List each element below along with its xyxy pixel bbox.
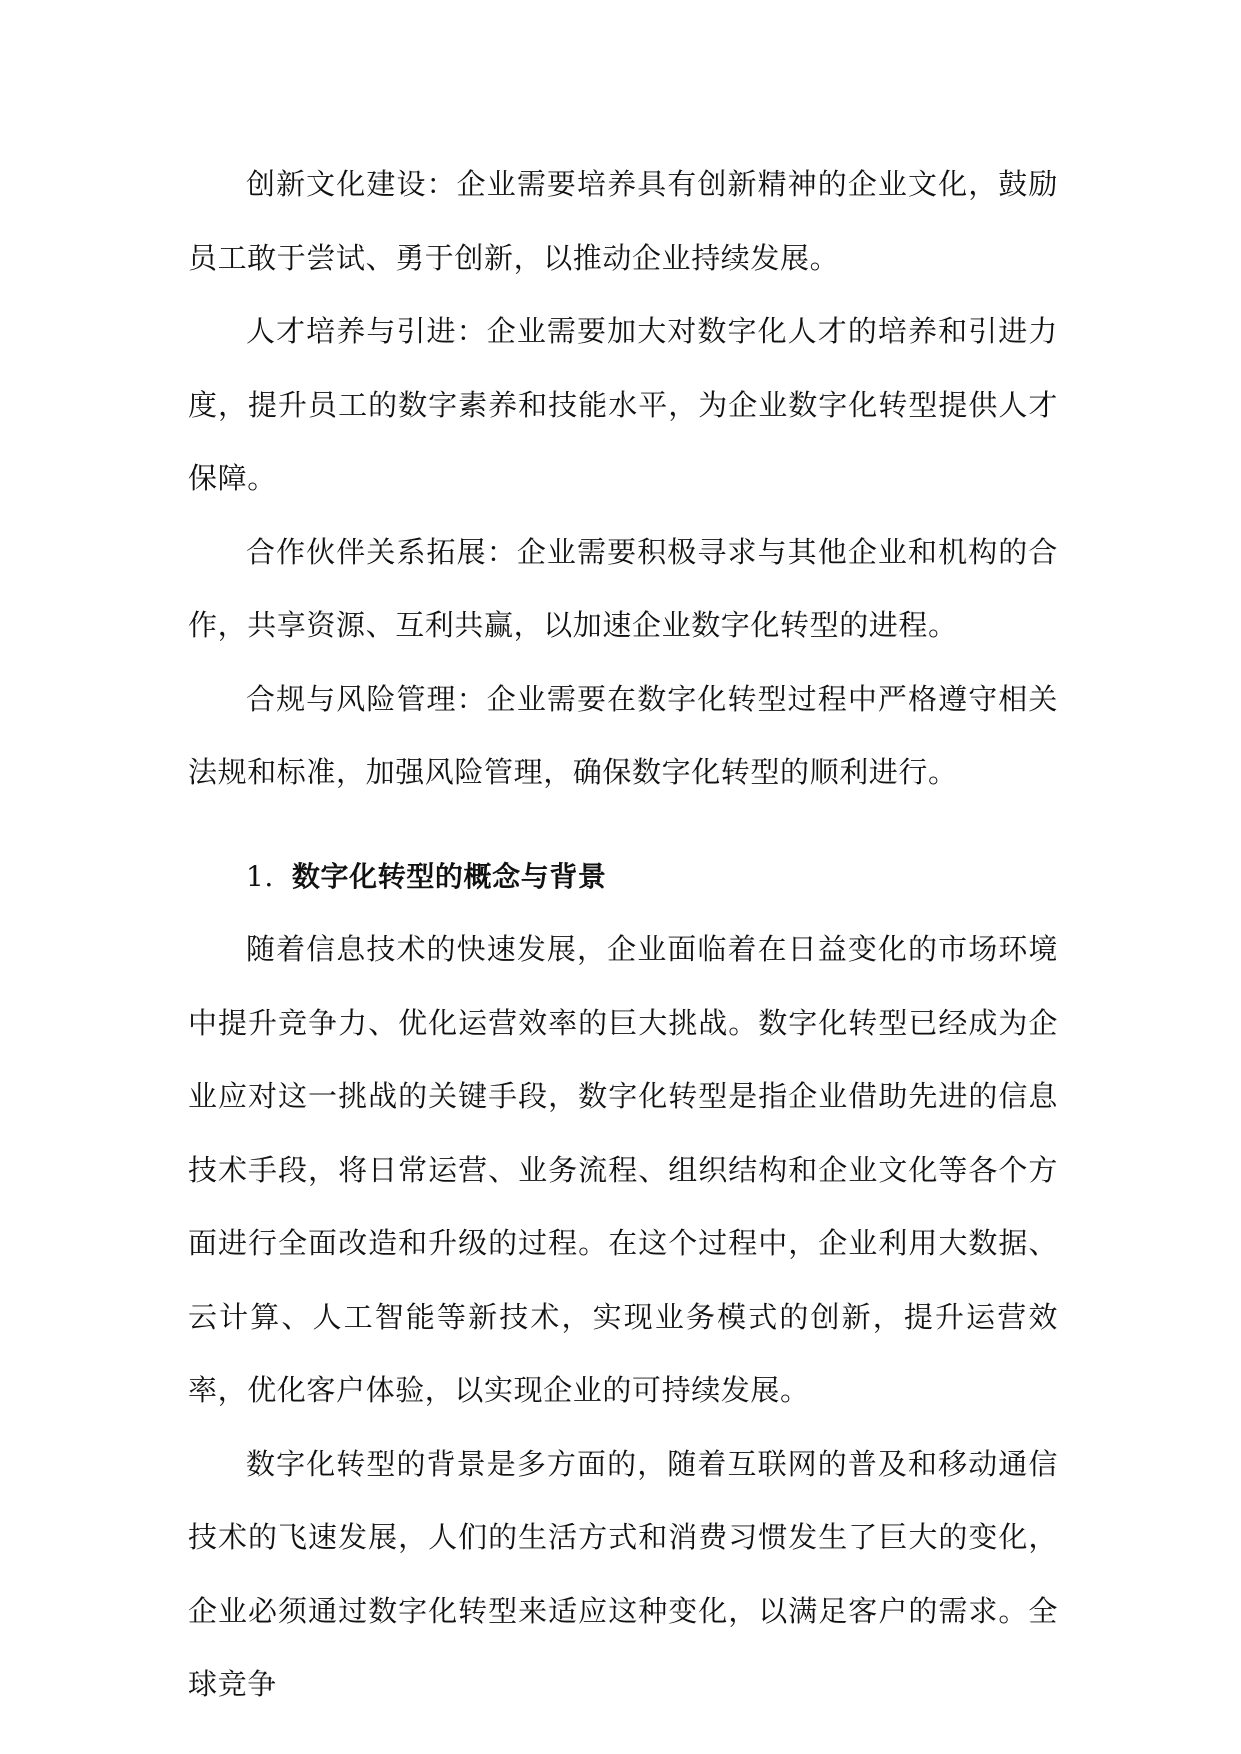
- paragraph-innovation-culture: 创新文化建设：企业需要培养具有创新精神的企业文化，鼓励员工敢于尝试、勇于创新，以推动企业持续发展。: [188, 167, 1058, 275]
- paragraph-concept: 随着信息技术的快速发展，企业面临着在日益变化的市场环境中提升竞争力、优化运营效率的巨大挑战。数字化转型已经成为企业应对这一挑战的关键手段，数字化转型是指企业借助先进的信息技术手段，将日常运营、业务流程、组织结构和企业文化等各个方面进行全面改造和升级的过程。在这个过程中，企业利用大数据、云计算、人工智能等新技术，实现业务模式的创新，提升运营效率，优化客户体验，以实现企业的可持续发展。: [188, 932, 1058, 1407]
- paragraph-compliance-risk: 合规与风险管理：企业需要在数字化转型过程中严格遵守相关法规和标准，加强风险管理，确保数字化转型的顺利进行。: [188, 681, 1058, 789]
- document-body: [188, 148, 1058, 1722]
- paragraph-background: 数字化转型的背景是多方面的，随着互联网的普及和移动通信技术的飞速发展，人们的生活方式和消费习惯发生了巨大的变化，企业必须通过数字化转型来适应这种变化，以满足客户的需求。全球竞争: [188, 1446, 1058, 1701]
- paragraph-talent-development: 人才培养与引进：企业需要加大对数字化人才的培养和引进力度，提升员工的数字素养和技能水平，为企业数字化转型提供人才保障。: [188, 314, 1058, 495]
- paragraph-partnership-expansion: 合作伙伴关系拓展：企业需要积极寻求与其他企业和机构的合作，共享资源、互利共赢，以加速企业数字化转型的进程。: [188, 534, 1058, 642]
- section-heading: [188, 840, 1058, 914]
- section-title: 数字化转型的概念与背景: [291, 859, 607, 893]
- section-number: 1.: [246, 859, 274, 893]
